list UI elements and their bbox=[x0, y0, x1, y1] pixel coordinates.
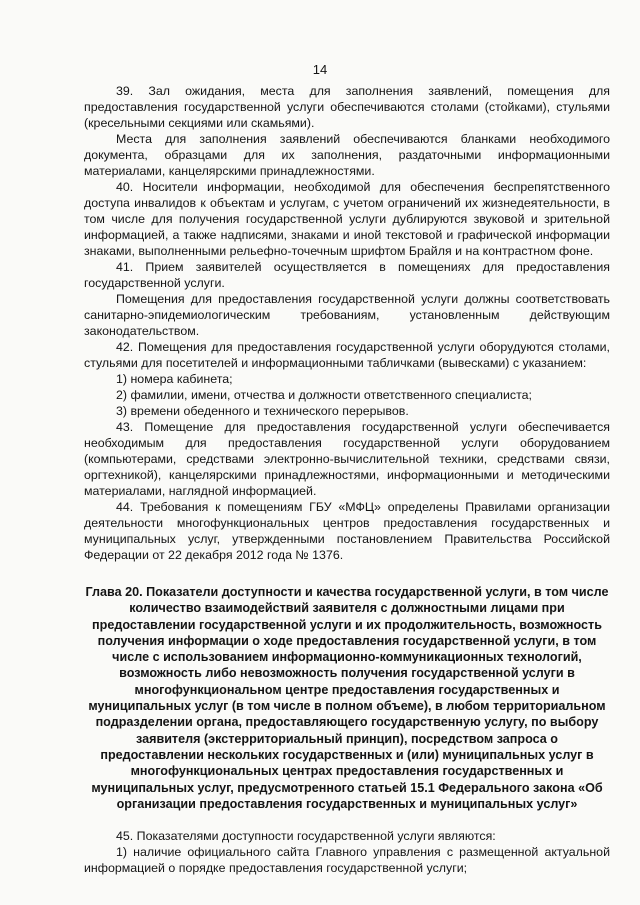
paragraph-40: 40. Носители информации, необходимой для обеспечения беспрепятственного доступа инвалидов к объектам и услугам, с учетом ограничений их жизнедеятельности, в том числе для получения государственной услуги дублируются звуковой и зрительной информацией, а также надписями, знаками и иной текстовой и графической информации знаками, выполненными рельефно-точечным шрифтом Брайля и на контрастном фоне. bbox=[84, 180, 610, 258]
page-number: 14 bbox=[312, 62, 328, 77]
paragraph-41-premises: Помещения для предоставления государственной услуги должны соответствовать санитарно-эпидемиологическим требованиям, установленным действующим законодательством. bbox=[84, 292, 610, 338]
paragraph-44: 44. Требования к помещениям ГБУ «МФЦ» определены Правилами организации деятельности многофункциональных центров предоставления государственных и муниципальных услуг, утвержденными постановлением Правительства Российской Федерации от 22 декабря 2012 года № 1376. bbox=[84, 500, 610, 562]
list-item-break-time: 3) времени обеденного и технического перерывов. bbox=[116, 404, 409, 418]
paragraph-39-forms: Места для заполнения заявлений обеспечиваются бланками необходимого документа, образцами для их заполнения, раздаточными информационными материалами, канцелярскими принадлежностями. bbox=[84, 132, 610, 178]
paragraph-43: 43. Помещение для предоставления государственной услуги обеспечивается необходимым для предоставления государственной услуги оборудованием (компьютерами, средствами электронно-вычислительной техники, средствами связи, оргтехникой), канцелярскими принадлежностями, информационными и методическими материалами, наглядной информацией. bbox=[84, 420, 610, 498]
chapter-20-heading: Глава 20. Показатели доступности и качества государственной услуги, в том числе количество взаимодействий заявителя с должностными лицами при предоставлении государственной услуги и их продолжительность, возможность получения информации о ходе предоставления государственной услуги, в том числе с использованием информационно-коммуникационных технологий, возможность либо невозможность получения государственной услуги в многофункциональном центре предоставления государственных и муниципальных услуг (в том числе в полном объеме), в любом территориальном подразделении органа, предоставляющего государственную услугу, по выбору заявителя (экстерриториальный принцип), посредством запроса о предоставлении нескольких государственных и (или) муниципальных услуг в многофункциональных центрах предоставления государственных и муниципальных услуг, предусмотренного статьей 15.1 Федерального закона «Об организации предоставления государственных и муниципальных услуг» bbox=[85, 585, 609, 811]
document-body bbox=[84, 83, 610, 876]
paragraph-45: 45. Показателями доступности государственной услуги являются: bbox=[116, 829, 496, 844]
paragraph-42: 42. Помещения для предоставления государственной услуги оборудуются столами, стульями для посетителей и информационными табличками (вывесками) с указанием: bbox=[84, 340, 610, 370]
list-item-cabinet-number: 1) номера кабинета; bbox=[116, 372, 233, 386]
paragraph-41: 41. Прием заявителей осуществляется в помещениях для предоставления государственной услуги. bbox=[84, 260, 610, 290]
list-item-specialist-name: 2) фамилии, имени, отчества и должности ответственного специалиста; bbox=[116, 388, 532, 402]
list-item-official-site: 1) наличие официального сайта Главного управления с размещенной актуальной информацией о порядке предоставления государственной услуги; bbox=[84, 845, 610, 876]
paragraph-39: 39. Зал ожидания, места для заполнения заявлений, помещения для предоставления государственной услуги обеспечиваются столами (стойками), стульями (кресельными секциями или скамьями). bbox=[84, 84, 610, 130]
